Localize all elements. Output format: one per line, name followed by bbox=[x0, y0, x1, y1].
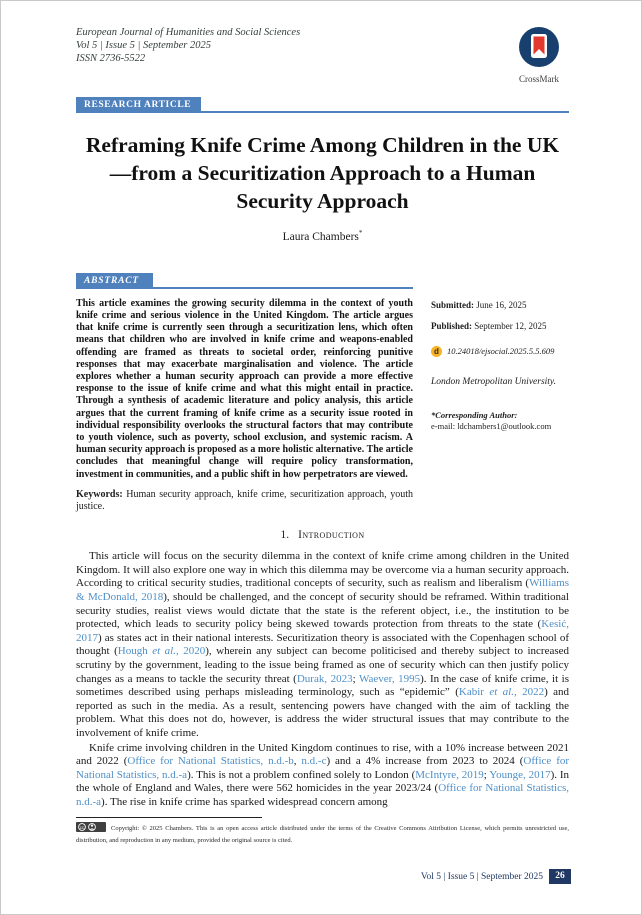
page-number: 26 bbox=[549, 869, 571, 884]
journal-info bbox=[76, 26, 569, 65]
doi-icon: d bbox=[431, 346, 442, 357]
submitted-line bbox=[431, 300, 569, 311]
footer-volume-line: Vol 5 | Issue 5 | September 2025 bbox=[420, 871, 543, 882]
section-title: Introduction bbox=[298, 529, 365, 542]
article-type-badge: RESEARCH ARTICLE bbox=[76, 97, 201, 113]
crossmark-label: CrossMark bbox=[519, 74, 559, 84]
author-affiliation: London Metropolitan University. bbox=[431, 376, 556, 387]
text-run: ). In the case of knife crime, it is sometimes described using perhaps misleading terminology, such as “epidemic” ( bbox=[76, 672, 570, 699]
doi-line[interactable] bbox=[431, 346, 569, 357]
citation-link[interactable]: Hough bbox=[117, 645, 153, 658]
abstract-column bbox=[76, 273, 413, 513]
citation-link[interactable]: et al. bbox=[489, 686, 514, 699]
section-heading-introduction bbox=[76, 529, 569, 541]
text-run: ). This is not a problem confined solely to London ( bbox=[187, 768, 416, 781]
text-run: Knife crime involving children in the United Kingdom continues to rise, with a 10% increase between 2021 and 2022 ( bbox=[76, 741, 569, 768]
citation-link[interactable]: Office for National Statistics, n.d.-a bbox=[76, 755, 570, 781]
journal-name: European Journal of Humanities and Social Sciences bbox=[76, 27, 301, 38]
article-meta-sidebar bbox=[413, 273, 569, 513]
introduction-paragraph-2 bbox=[76, 742, 569, 810]
author-mark: * bbox=[358, 229, 363, 237]
abstract-section bbox=[76, 273, 569, 513]
doi-link[interactable]: 10.24018/ejsocial.2025.5.5.609 bbox=[447, 345, 555, 356]
citation-link[interactable]: Durak, 2023 bbox=[296, 672, 353, 685]
crossmark-badge[interactable] bbox=[503, 26, 575, 84]
text-run: ). In the whole of England and Wales, there were 562 homicides in the year 2023/24 ( bbox=[76, 768, 569, 795]
keywords-text: Human security approach, knife crime, securitization approach, youth justice. bbox=[76, 488, 413, 513]
text-run: ; bbox=[483, 768, 490, 781]
abstract-rule bbox=[153, 287, 413, 289]
text-run: ; bbox=[352, 672, 359, 685]
copyright-text: Copyright: © 2025 Chambers. This is an open access article distributed under the terms of the Creative Commons Attribution License, which permits unrestricted use, distribution, and reproduction in any medium, provided the original source is cited. bbox=[76, 824, 569, 845]
keywords-label: Keywords: bbox=[76, 488, 123, 500]
author-line bbox=[76, 229, 569, 243]
citation-link[interactable]: McIntyre, 2019 bbox=[415, 768, 484, 781]
published-line bbox=[431, 321, 569, 332]
citation-link[interactable]: et al. bbox=[152, 645, 176, 658]
abstract-badge: ABSTRACT bbox=[76, 273, 153, 289]
citation-link[interactable]: Kesić, 2017 bbox=[76, 618, 569, 644]
article-type-rule bbox=[201, 111, 569, 113]
citation-link[interactable]: , 2022 bbox=[513, 686, 545, 699]
page-footer bbox=[421, 869, 571, 884]
text-run: ) and a 4% increase from 2023 to 2024 ( bbox=[326, 755, 524, 768]
introduction-paragraph-1 bbox=[76, 550, 569, 740]
crossmark-icon bbox=[518, 55, 560, 72]
text-run: ). The rise in knife crime has sparked widespread concern among bbox=[101, 795, 388, 808]
submitted-label: Submitted: bbox=[431, 299, 477, 310]
text-run: ) as states act in their national interests. Securitization theory is associated with the Copenhagen school of thought ( bbox=[76, 631, 569, 658]
copyright-note bbox=[76, 822, 569, 847]
corresponding-author-email[interactable]: e-mail: ldchambers1@outlook.com bbox=[431, 420, 552, 431]
citation-link[interactable]: Kabir bbox=[458, 686, 490, 699]
citation-link[interactable]: Office for National Statistics, n.d.-b bbox=[127, 755, 294, 768]
citation-link[interactable]: Younge, 2017 bbox=[489, 768, 551, 781]
keywords-line bbox=[76, 489, 413, 513]
journal-issn: ISSN 2736-5522 bbox=[76, 53, 146, 64]
abstract-badge-row bbox=[76, 273, 413, 289]
citation-link[interactable]: n.d.-c bbox=[301, 755, 327, 768]
footnote-divider bbox=[76, 817, 262, 818]
journal-volume-line: Vol 5 | Issue 5 | September 2025 bbox=[76, 40, 211, 51]
text-run: ), should be challenged, and the concept of security should be reframed. Within traditional security studies, realist views would dictate that the state is the referent object, i.e., the institution to be protected, which leads to security policy being skewed towards protection from threats to the state ( bbox=[76, 591, 569, 631]
text-run: ) and reported as such in the media. As a result, sentencing powers have changed with the aim of tackling the problem. What this does not do, however, is address the wider structural issues that may contribute to the involvement of knife crime. bbox=[76, 686, 570, 739]
published-date: September 12, 2025 bbox=[474, 320, 547, 331]
text-run: ), wherein any subject can become politicised and thereby subject to increased scrutiny by the government, leading to the issue being framed as one of security which can then justify policy changes as a means to tackle the security threat ( bbox=[76, 645, 569, 685]
abstract-text: This article examines the growing security dilemma in the context of youth knife crime and serious violence in the United Kingdom. The article argues that knife crime is currently seen through a securitization lens, which often means that children who are involved in knife crime and weapons-enabled offending are framed as threats to societal order, reinforcing punitive responses that may exacerbate marginalisation and violence. The article explores whether a human security approach can provide a more effective response to the issue of knife crime and what this might entail in practice. Through a synthesis of academic literature and policy analysis, this article argues that the current framing of knife crime as a security issue rooted in individual responsibility overlooks the structural factors that may contribute to youth violence, such as poverty, school exclusion, and systemic racism. A human security approach is proposed as a more holistic alternative. The article concludes that meaningful change will require policy transformation, investment in communities, and a public shift in how perpetrators are viewed. bbox=[76, 297, 413, 480]
author-name: Laura Chambers bbox=[282, 230, 359, 243]
citation-link[interactable]: Waever, 1995 bbox=[358, 672, 421, 685]
citation-link[interactable]: Williams & McDonald, 2018 bbox=[76, 577, 569, 604]
citation-link[interactable]: Office for National Statistics, n.d.-a bbox=[76, 782, 570, 808]
published-label: Published: bbox=[431, 320, 475, 331]
page-header bbox=[76, 26, 569, 84]
svg-text:cc: cc bbox=[79, 824, 85, 830]
text-run: This article will focus on the security dilemma in the context of knife crime among children in the United Kingdom. It will also explore one way in which this dilemma may be overcome via a human security approach. According to critical security studies, traditional concepts of security, such as realism and liberalism ( bbox=[76, 550, 569, 590]
page-title: Reframing Knife Crime Among Children in the UK—from a Securitization Approach to a Human Security Approach bbox=[85, 133, 560, 213]
article-type-row bbox=[76, 97, 569, 113]
submitted-date: June 16, 2025 bbox=[476, 299, 527, 310]
citation-link[interactable]: , 2020 bbox=[175, 645, 206, 658]
text-run: , bbox=[293, 755, 302, 768]
section-number: 1. bbox=[280, 529, 290, 542]
creative-commons-icon bbox=[76, 822, 106, 837]
corresponding-author-label: *Corresponding Author: bbox=[431, 409, 518, 420]
